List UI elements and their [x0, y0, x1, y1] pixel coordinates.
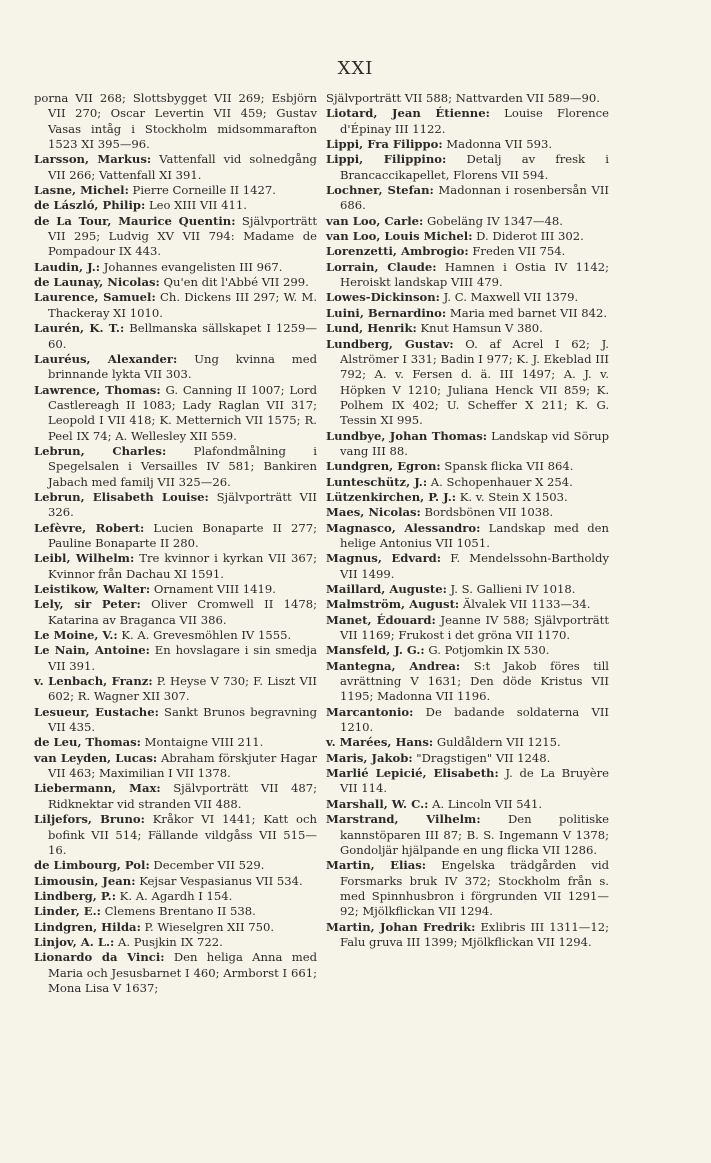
index-entry: [34, 321, 317, 352]
works-list: O. af Acrel I 62; J. Alströmer I 331; Badin I 977; K. J. Ekeblad III 792; A. v. Fersen d. ä. III 1497; A. J. v. Höpken V 1210; Juliana Henck VII 859; K. Polhem IX 402; U. Scheffer X 211; K. G. Tessin XI 995.: [340, 336, 609, 428]
artist-name: Liebermann, Max:: [34, 781, 161, 796]
index-entry: [326, 812, 609, 858]
index-entry: [34, 214, 317, 260]
index-entry: [326, 321, 609, 336]
works-list: Spansk flicka VII 864.: [444, 459, 574, 474]
index-entry: [34, 290, 317, 321]
index-entry: [326, 920, 609, 951]
works-list: G. Canning II 1007; Lord Castlereagh II 1083; Lady Raglan VII 317; Leopold I VII 418; K. Metternich VII 1575; R. Peel IX 74; A. Wellesley XII 559.: [48, 382, 317, 443]
index-entry: [326, 797, 609, 812]
index-entry: [326, 490, 609, 505]
works-list: A. Schopenhauer X 254.: [430, 474, 573, 489]
index-entry: [326, 858, 609, 919]
index-entry: [326, 152, 609, 183]
works-list: Självporträtt VII 487; Ridknektar vid stranden VII 488.: [48, 781, 317, 811]
artist-name: van Loo, Louis Michel:: [326, 229, 473, 244]
artist-name: v. Marées, Hans:: [326, 735, 434, 750]
artist-name: Lorenzetti, Ambrogio:: [326, 244, 469, 259]
works-list: Freden VII 754.: [472, 244, 566, 259]
artist-name: Martin, Johan Fredrik:: [326, 919, 476, 934]
works-list: K. v. Stein X 1503.: [459, 489, 568, 504]
works-list: Gobeläng IV 1347—48.: [427, 213, 563, 228]
artist-name: de Leu, Thomas:: [34, 735, 141, 750]
works-list: Bellmanska sällskapet I 1259—60.: [48, 321, 317, 351]
works-list: Ung kvinna med brinnande lykta VII 303.: [48, 351, 318, 382]
index-entry: [34, 582, 317, 597]
works-list: A. Pusjkin IX 722.: [118, 934, 223, 949]
index-entry: [34, 735, 317, 750]
index-entry: [34, 935, 317, 950]
works-list: G. Potjomkin IX 530.: [428, 643, 550, 658]
works-list: Montaigne VIII 211.: [144, 735, 264, 750]
artist-name: v. Lenbach, Franz:: [34, 674, 153, 689]
works-list: Exlibris III 1311—12; Falu gruva III 1399; Mjölkflickan VII 1294.: [340, 919, 609, 949]
artist-name: Lefèvre, Robert:: [34, 520, 145, 535]
works-list: Landskap vid Sörup vang III 88.: [340, 428, 610, 458]
index-entry: [326, 91, 609, 106]
works-list: Louise Florence d'Épinay III 1122.: [340, 106, 610, 136]
works-list: Lucien Bonaparte II 277; Pauline Bonaparte II 280.: [48, 520, 318, 550]
index-entry: [326, 597, 609, 612]
index-entry: [326, 260, 609, 291]
works-list: Landskap med den helige Antonius VII 1051.: [340, 520, 609, 550]
index-entry: [326, 214, 609, 229]
works-list: Den heliga Anna med Maria och Jesusbarnet I 460; Armborst I 661; Mona Lisa V 1637;: [48, 950, 317, 995]
index-entry: [34, 152, 317, 183]
index-entry: [326, 659, 609, 705]
works-list: P. Heyse V 730; F. Liszt VII 602; R. Wagner XII 307.: [48, 674, 317, 704]
index-entry: [34, 198, 317, 213]
artist-name: Magnus, Edvard:: [326, 551, 442, 566]
works-list: December VII 529.: [153, 858, 265, 873]
index-entry: [326, 521, 609, 552]
works-list: De badande soldaterna VII 1210.: [340, 704, 610, 735]
works-list: Självporträtt VII 326.: [48, 489, 317, 520]
works-list: K. A. Agardh I 154.: [119, 888, 233, 903]
works-list: S:t Jakob föres till avrättning V 1631; Den döde Kristus VII 1195; Madonna VII 1196.: [340, 658, 609, 704]
index-entry: [34, 490, 317, 521]
index-entry: [326, 459, 609, 474]
artist-name: Lundgren, Egron:: [326, 459, 441, 474]
works-list: Johannes evangelisten III 967.: [103, 259, 283, 274]
artist-name: Marcantonio:: [326, 704, 414, 719]
index-entry: [326, 505, 609, 520]
index-entry: [34, 874, 317, 889]
artist-name: Leibl, Wilhelm:: [34, 551, 135, 566]
artist-name: Mantegna, Andrea:: [326, 658, 461, 673]
artist-name: Lochner, Stefan:: [326, 183, 434, 198]
artist-name: Lionardo da Vinci:: [34, 950, 165, 965]
works-list: Kråkor VI 1441; Katt och bofink VII 514; Fällande vildgåss VII 515—16.: [48, 812, 318, 857]
artist-name: Lindberg, P.:: [34, 888, 116, 903]
artist-name: Luini, Bernardino:: [326, 305, 447, 320]
artist-name: Liotard, Jean Étienne:: [326, 106, 490, 121]
works-list: Självporträtt VII 588; Nattvarden VII 589—90.: [326, 91, 600, 105]
works-list: Guldåldern VII 1215.: [436, 735, 561, 750]
artist-name: Lebrun, Charles:: [34, 443, 167, 458]
index-entry: [34, 889, 317, 904]
works-list: Ch. Dickens III 297; W. M. Thackeray XI 1010.: [48, 290, 317, 320]
artist-name: Lundbye, Johan Thomas:: [326, 428, 488, 443]
index-entry: [34, 275, 317, 290]
works-list: Qu'en dit l'Abbé VII 299.: [163, 275, 309, 290]
artist-name: Lely, sir Peter:: [34, 597, 141, 612]
index-entry: [34, 812, 317, 858]
index-entry: [34, 751, 317, 782]
works-list: Sankt Brunos begravning VII 435.: [48, 704, 318, 735]
works-list: Detalj av fresk i Brancaccikapellet, Florens VII 594.: [340, 152, 610, 182]
index-entry: [326, 643, 609, 658]
artist-name: Lasne, Michel:: [34, 183, 129, 198]
works-list: A. Lincoln VII 541.: [432, 796, 543, 811]
artist-name: de Limbourg, Pol:: [34, 858, 150, 873]
artist-name: Maris, Jakob:: [326, 750, 413, 765]
index-entry: [326, 766, 609, 797]
index-entry: [34, 920, 317, 935]
works-list: Engelska trädgården vid Forsmarks bruk IV 372; Stockholm från s. med Spinnhusbron i förgrunden VII 1291—92; Mjölkflickan VII 1294.: [340, 858, 610, 919]
artist-name: Liljefors, Bruno:: [34, 812, 145, 827]
artist-name: Lauréus, Alexander:: [34, 351, 178, 366]
index-entry: [34, 444, 317, 490]
artist-name: Martin, Elias:: [326, 858, 427, 873]
artist-name: Le Moine, V.:: [34, 628, 118, 643]
artist-name: Linder, E.:: [34, 904, 101, 919]
works-list: Den politiske kannstöparen III 87; B. S. Ingemann V 1378; Gondoljär hjälpande en ung flicka VII 1286.: [340, 812, 609, 857]
artist-name: Lebrun, Elisabeth Louise:: [34, 489, 209, 504]
works-list: Madonna VII 593.: [446, 137, 553, 152]
index-entry: [326, 337, 609, 429]
index-entry: [34, 521, 317, 552]
works-list: Vattenfall vid solnedgång VII 266; Vattenfall XI 391.: [48, 152, 317, 182]
works-list: porna VII 268; Slottsbygget VII 269; Esbjörn VII 270; Oscar Levertin VII 459; Gustav Vasas intåg i Stockholm midsommarafton 1523 XI 395—96.: [34, 91, 317, 152]
works-list: Oliver Cromwell II 1478; Katarina av Braganca VII 386.: [48, 597, 317, 627]
works-list: K. A. Grevesmöhlen IV 1555.: [121, 628, 292, 643]
artist-name: Lippi, Fra Filippo:: [326, 137, 443, 152]
works-list: J. C. Maxwell VII 1379.: [443, 290, 579, 305]
works-list: Jeanne IV 588; Självporträtt VII 1169; Frukost i det gröna VII 1170.: [340, 612, 610, 643]
works-list: F. Mendelssohn-Bartholdy VII 1499.: [340, 551, 609, 581]
index-entry: [326, 582, 609, 597]
artist-name: van Loo, Carle:: [326, 213, 424, 228]
works-list: Bordsbönen VII 1038.: [424, 505, 554, 520]
index-entry: [326, 705, 609, 736]
index-column-right: [326, 91, 609, 950]
artist-name: van Leyden, Lucas:: [34, 750, 158, 765]
artist-name: de Launay, Nicolas:: [34, 275, 160, 290]
works-list: Självporträtt VII 295; Ludvig XV VII 794: Madame de Pompadour IX 443.: [48, 213, 318, 259]
artist-name: Maes, Nicolas:: [326, 505, 421, 520]
artist-name: Laurén, K. T.:: [34, 321, 125, 336]
artist-name: Leistikow, Walter:: [34, 582, 151, 596]
artist-name: Limousin, Jean:: [34, 873, 136, 888]
index-entry: [34, 597, 317, 628]
index-entry: [34, 628, 317, 643]
index-entry: [34, 705, 317, 736]
index-entry: [326, 735, 609, 750]
index-entry: [34, 91, 317, 152]
index-entry: [34, 183, 317, 198]
index-entry: [34, 781, 317, 812]
artist-name: Laurence, Samuel:: [34, 290, 156, 305]
index-entry: [326, 429, 609, 460]
index-entry: [326, 290, 609, 305]
artist-name: de László, Philip:: [34, 198, 146, 213]
artist-name: Marlié Lepicié, Elisabeth:: [326, 766, 499, 781]
index-entry: [34, 858, 317, 873]
index-entry: [34, 551, 317, 582]
index-entry: [326, 751, 609, 766]
works-list: En hovslagare i sin smedja VII 391.: [48, 643, 317, 673]
works-list: "Dragstigen" VII 1248.: [416, 750, 551, 765]
index-entry: [34, 643, 317, 674]
artist-name: Magnasco, Alessandro:: [326, 520, 481, 535]
works-list: Plafondmålning i Spegelsalen i Versailles IV 581; Bankiren Jabach med familj VII 325—26.: [48, 443, 317, 489]
index-entry: [326, 229, 609, 244]
index-entry: [326, 551, 609, 582]
index-entry: [34, 674, 317, 705]
artist-name: Linjov, A. L.:: [34, 934, 115, 949]
artist-name: Lindgren, Hilda:: [34, 919, 141, 934]
works-list: Leo XIII VII 411.: [148, 198, 247, 213]
works-list: Madonnan i rosenbersån VII 686.: [340, 183, 610, 213]
artist-name: Marstrand, Vilhelm:: [326, 812, 481, 827]
index-entry: [34, 904, 317, 919]
works-list: Knut Hamsun V 380.: [420, 321, 543, 336]
artist-name: Lippi, Filippino:: [326, 152, 447, 167]
artist-name: Lützenkirchen, P. J.:: [326, 489, 457, 504]
index-entry: [326, 244, 609, 259]
artist-name: Lawrence, Thomas:: [34, 382, 161, 397]
works-list: Ornament VIII 1419.: [153, 582, 276, 596]
index-entry: [326, 137, 609, 152]
artist-name: Manet, Édouard:: [326, 612, 436, 627]
works-list: Tre kvinnor i kyrkan VII 367; Kvinnor från Dachau XI 1591.: [48, 551, 317, 581]
works-list: J. de La Bruyère VII 114.: [340, 766, 609, 796]
index-entry: [34, 383, 317, 444]
artist-name: Larsson, Markus:: [34, 152, 152, 167]
index-entry: [34, 950, 317, 996]
page-number: XXI: [337, 58, 374, 79]
index-entry: [326, 613, 609, 644]
artist-name: Lunteschütz, J.:: [326, 474, 428, 489]
artist-name: Marshall, W. C.:: [326, 796, 429, 811]
index-entry: [326, 306, 609, 321]
artist-name: Lundberg, Gustav:: [326, 336, 454, 351]
works-list: Älvalek VII 1133—34.: [462, 597, 591, 612]
works-list: P. Wieselgren XII 750.: [144, 919, 275, 934]
index-entry: [34, 352, 317, 383]
works-list: D. Diderot III 302.: [476, 229, 584, 244]
artist-name: Lorrain, Claude:: [326, 259, 437, 274]
index-entry: [34, 260, 317, 275]
artist-name: Malmström, August:: [326, 597, 460, 612]
index-entry: [326, 106, 609, 137]
works-list: Hamnen i Ostia IV 1142; Heroiskt landskap VIII 479.: [340, 259, 610, 290]
index-entry: [326, 183, 609, 214]
index-column-left: [34, 91, 317, 996]
artist-name: Lowes-Dickinson:: [326, 290, 440, 305]
works-list: Maria med barnet VII 842.: [449, 305, 608, 320]
artist-name: Lesueur, Eustache:: [34, 704, 159, 719]
artist-name: Mansfeld, J. G.:: [326, 643, 425, 658]
works-list: Kejsar Vespasianus VII 534.: [139, 873, 303, 888]
artist-name: Le Nain, Antoine:: [34, 643, 150, 658]
artist-name: de La Tour, Maurice Quentin:: [34, 213, 236, 228]
artist-name: Laudin, J.:: [34, 259, 101, 274]
works-list: Clemens Brentano II 538.: [104, 904, 256, 919]
artist-name: Maillard, Auguste:: [326, 582, 447, 596]
artist-name: Lund, Henrik:: [326, 321, 417, 336]
works-list: Pierre Corneille II 1427.: [132, 183, 276, 198]
index-entry: [326, 475, 609, 490]
works-list: J. S. Gallieni IV 1018.: [450, 582, 576, 596]
works-list: Abraham förskjuter Hagar VII 463; Maximilian I VII 1378.: [48, 750, 317, 781]
